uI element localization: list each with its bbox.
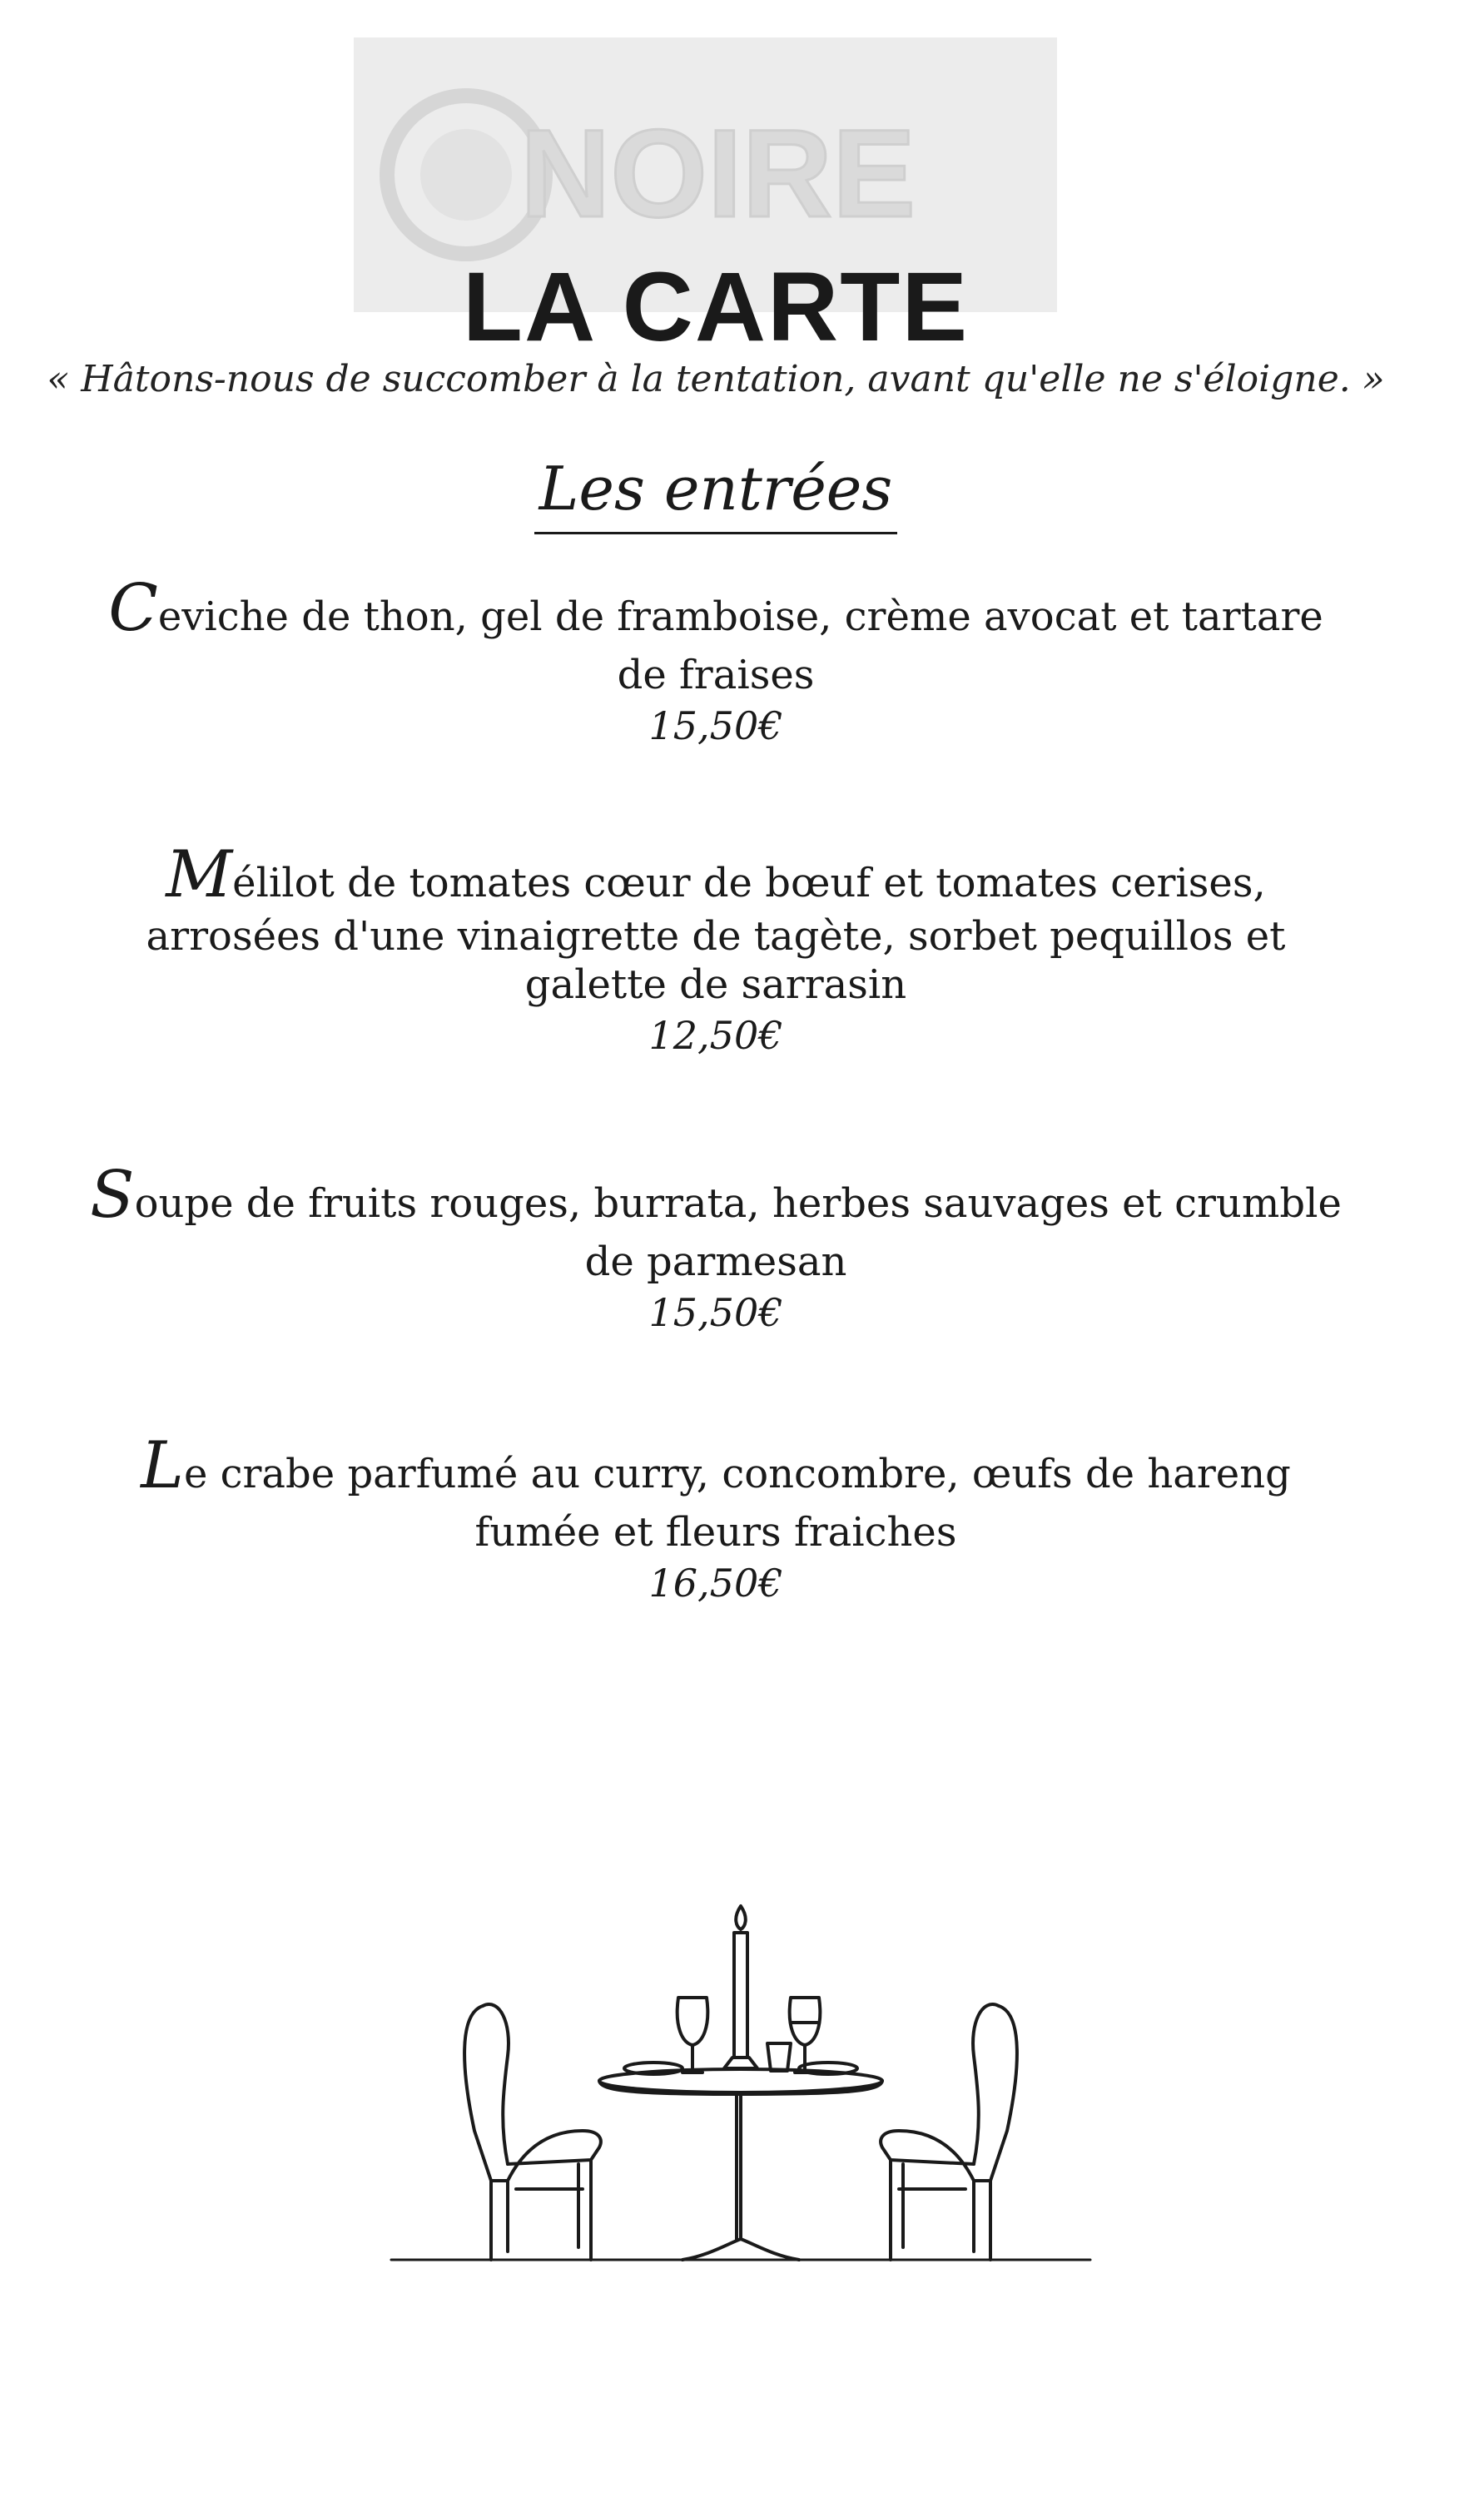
menu-item-line: arrosées d'une vinaigrette de tagète, sorbet pequillos et xyxy=(146,913,1286,960)
menu-item-line: galette de sarrasin xyxy=(524,961,907,1008)
decorative-initial: L xyxy=(141,1428,184,1503)
menu-item-description xyxy=(0,1428,1432,1503)
menu-item-description xyxy=(0,571,1432,646)
decorative-initial: S xyxy=(90,1158,135,1233)
menu-item-line: e crabe parfumé au curry, concombre, œufs de hareng xyxy=(183,1451,1291,1497)
menu-item-line: élilot de tomates cœur de bœuf et tomates cerises, xyxy=(232,860,1266,906)
menu-item-line: eviche de thon, gel de framboise, crème avocat et tartare xyxy=(157,593,1323,640)
watermark-logo-text: NOIRE xyxy=(520,103,916,243)
menu-item-price: 12,50€ xyxy=(648,1013,783,1058)
menu-item xyxy=(0,1428,1432,1606)
decorative-initial: M xyxy=(166,837,233,912)
menu-item-price: 15,50€ xyxy=(648,703,783,748)
decorative-initial: C xyxy=(108,571,158,646)
menu-item-line: de fraises xyxy=(617,652,815,698)
section-title xyxy=(0,454,1432,534)
menu-item-description xyxy=(0,837,1432,912)
menu-item xyxy=(0,571,1432,748)
section-title-text: Les entrées xyxy=(534,454,898,534)
menu-item xyxy=(0,837,1432,1058)
dinner-table-illustration xyxy=(383,1881,1099,2314)
page-title: LA CARTE xyxy=(462,252,970,362)
menu-item-price: 16,50€ xyxy=(648,1561,783,1606)
menu-item xyxy=(0,1158,1432,1335)
menu-item-line: fumée et fleurs fraiches xyxy=(474,1509,957,1556)
menu-item-description xyxy=(0,1158,1432,1233)
menu-item-line: oupe de fruits rouges, burrata, herbes sauvages et crumble xyxy=(134,1180,1342,1227)
menu-item-line: de parmesan xyxy=(584,1239,847,1285)
menu-item-price: 15,50€ xyxy=(648,1290,783,1335)
tagline-quote: « Hâtons-nous de succomber à la tentation, avant qu'elle ne s'éloigne. » xyxy=(47,358,1385,400)
